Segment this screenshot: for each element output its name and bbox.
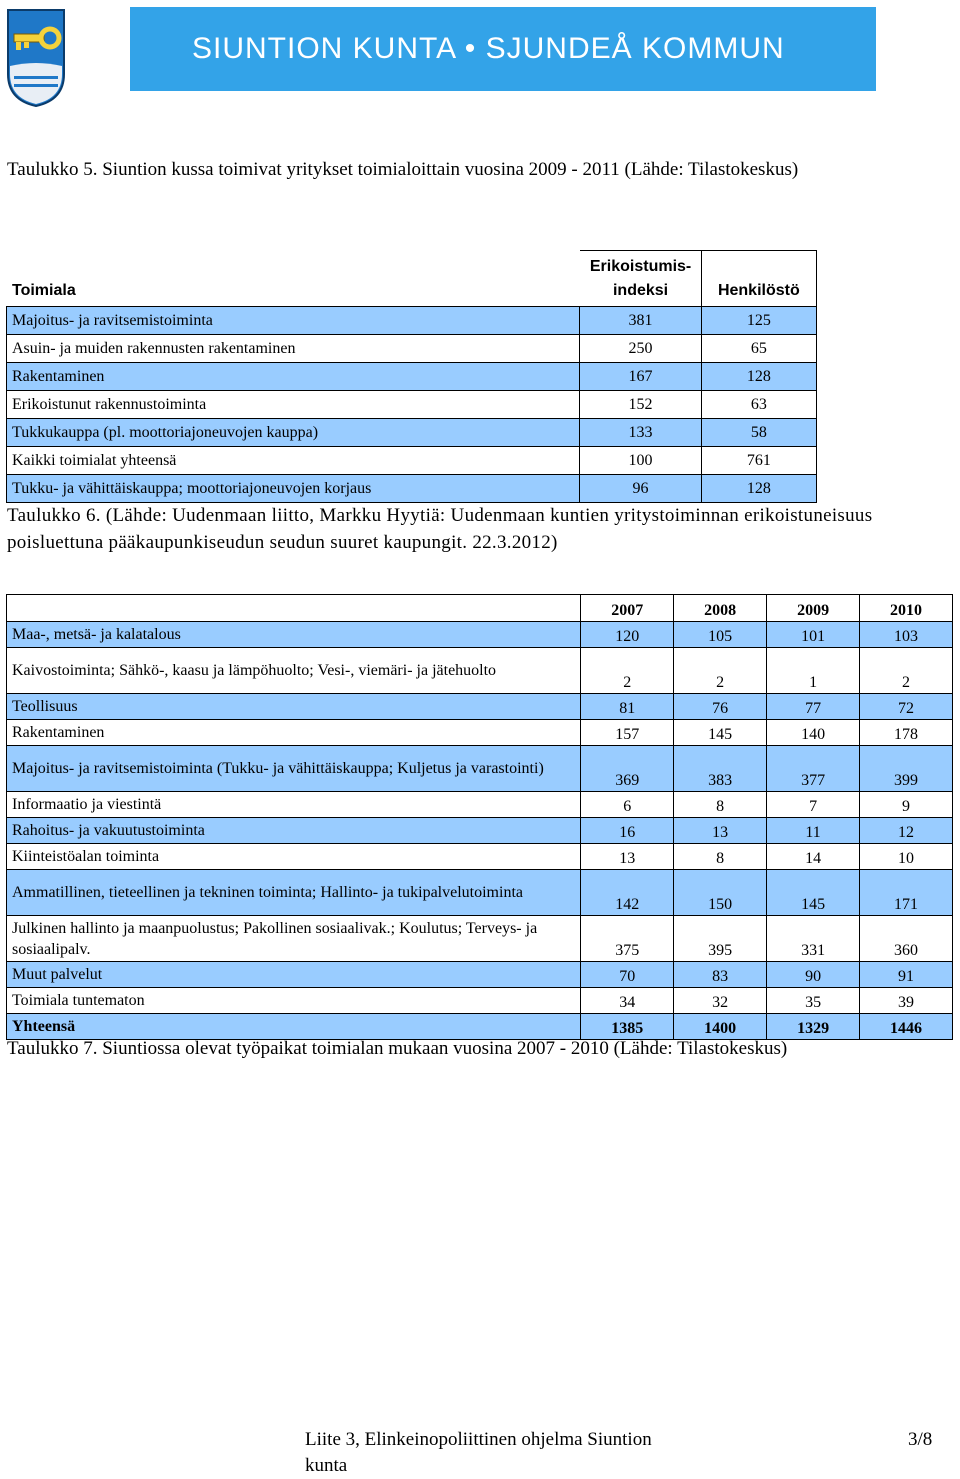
- row-value: 145: [674, 720, 767, 746]
- row-value: 375: [581, 916, 674, 962]
- table-row: [7, 694, 953, 720]
- table-row: [7, 818, 953, 844]
- row-value: 1446: [860, 1014, 953, 1040]
- row-label: Majoitus- ja ravitsemistoiminta: [7, 307, 580, 335]
- row-value: 1400: [674, 1014, 767, 1040]
- table-header-row: [7, 595, 953, 622]
- row-value: 178: [860, 720, 953, 746]
- row-label: Julkinen hallinto ja maanpuolustus; Pakollinen sosiaalivak.; Koulutus; Terveys- ja sosiaalipalv.: [7, 916, 581, 962]
- row-staff: 128: [701, 363, 816, 391]
- row-label: Informaatio ja viestintä: [7, 792, 581, 818]
- table-row: [7, 419, 817, 447]
- header-toimiala: Toimiala: [7, 251, 580, 307]
- row-index: 250: [580, 335, 701, 363]
- row-value: 11: [767, 818, 860, 844]
- row-index: 381: [580, 307, 701, 335]
- row-staff: 63: [701, 391, 816, 419]
- row-value: 13: [581, 844, 674, 870]
- table-row: [7, 844, 953, 870]
- row-label: Yhteensä: [7, 1014, 581, 1040]
- table7-caption: Taulukko 7. Siuntiossa olevat työpaikat toimialan mukaan vuosina 2007 - 2010 (Lähde: Tilastokeskus): [7, 1038, 788, 1059]
- row-label: Majoitus- ja ravitsemistoiminta (Tukku- ja vähittäiskauppa; Kuljetus ja varastointi): [7, 746, 581, 792]
- table-row: [7, 307, 817, 335]
- row-label: Asuin- ja muiden rakennusten rakentaminen: [7, 335, 580, 363]
- table-row: [7, 391, 817, 419]
- row-value: 399: [860, 746, 953, 792]
- row-value: 76: [674, 694, 767, 720]
- row-index: 96: [580, 475, 701, 503]
- row-label: Tukkukauppa (pl. moottoriajoneuvojen kauppa): [7, 419, 580, 447]
- row-staff: 128: [701, 475, 816, 503]
- row-label: Rakentaminen: [7, 363, 580, 391]
- row-value: 103: [860, 622, 953, 648]
- row-value: 13: [674, 818, 767, 844]
- row-value: 39: [860, 988, 953, 1014]
- coat-of-arms-icon: [6, 4, 66, 108]
- row-value: 157: [581, 720, 674, 746]
- table-row: [7, 916, 953, 962]
- table-row: [7, 335, 817, 363]
- table-row: [7, 988, 953, 1014]
- row-label: Toimiala tuntematon: [7, 988, 581, 1014]
- table6-caption: Taulukko 6. (Lähde: Uudenmaan liitto, Markku Hyytiä: Uudenmaan kuntien yritystoiminnan erikoistuneisuus poisluettuna pääkaupunkiseudun seudun suuret kaupungit. 22.3.2012): [7, 505, 873, 553]
- table-row: [7, 720, 953, 746]
- row-value: 331: [767, 916, 860, 962]
- row-label: Maa-, metsä- ja kalatalous: [7, 622, 581, 648]
- table-header-row: [7, 251, 817, 307]
- row-value: 34: [581, 988, 674, 1014]
- row-value: 383: [674, 746, 767, 792]
- header-empty: [7, 595, 581, 622]
- row-value: 16: [581, 818, 674, 844]
- header-year: 2007: [581, 595, 674, 622]
- row-value: 70: [581, 962, 674, 988]
- table-row: [7, 447, 817, 475]
- row-value: 142: [581, 870, 674, 916]
- header-line: Erikoistumis-: [589, 258, 692, 275]
- table-row: [7, 962, 953, 988]
- table-row: [7, 746, 953, 792]
- row-value: 35: [767, 988, 860, 1014]
- row-value: 12: [860, 818, 953, 844]
- header-line: indeksi: [612, 282, 669, 299]
- row-label: Rahoitus- ja vakuutustoiminta: [7, 818, 581, 844]
- table-row: [7, 363, 817, 391]
- table-row: [7, 792, 953, 818]
- row-value: 369: [581, 746, 674, 792]
- row-value: 90: [767, 962, 860, 988]
- row-label: Teollisuus: [7, 694, 581, 720]
- row-value: 360: [860, 916, 953, 962]
- row-value: 105: [674, 622, 767, 648]
- row-value: 72: [860, 694, 953, 720]
- header-henkilosto: Henkilöstö: [701, 251, 816, 307]
- specialization-table: [6, 250, 817, 503]
- row-staff: 761: [701, 447, 816, 475]
- banner-title: SIUNTION KUNTA • SJUNDEÅ KOMMUN: [192, 32, 785, 65]
- row-label: Rakentaminen: [7, 720, 581, 746]
- table-row: [7, 648, 953, 694]
- row-staff: 125: [701, 307, 816, 335]
- row-label: Kaikki toimialat yhteensä: [7, 447, 580, 475]
- row-value: 1329: [767, 1014, 860, 1040]
- row-index: 167: [580, 363, 701, 391]
- row-value: 91: [860, 962, 953, 988]
- header-banner: [130, 7, 876, 91]
- row-value: 1385: [581, 1014, 674, 1040]
- row-value: 14: [767, 844, 860, 870]
- row-label: Kiinteistöalan toiminta: [7, 844, 581, 870]
- row-staff: 65: [701, 335, 816, 363]
- row-label: Muut palvelut: [7, 962, 581, 988]
- row-value: 377: [767, 746, 860, 792]
- footer-title: Liite 3, Elinkeinopoliittinen ohjelma Siuntion kunta: [305, 1429, 652, 1476]
- row-label: Erikoistunut rakennustoiminta: [7, 391, 580, 419]
- row-value: 8: [674, 844, 767, 870]
- row-index: 133: [580, 419, 701, 447]
- row-index: 100: [580, 447, 701, 475]
- row-value: 77: [767, 694, 860, 720]
- row-value: 171: [860, 870, 953, 916]
- row-value: 9: [860, 792, 953, 818]
- row-value: 2: [581, 648, 674, 694]
- row-value: 145: [767, 870, 860, 916]
- header-year: 2010: [860, 595, 953, 622]
- row-value: 395: [674, 916, 767, 962]
- row-value: 140: [767, 720, 860, 746]
- row-label: Ammatillinen, tieteellinen ja tekninen toiminta; Hallinto- ja tukipalvelutoiminta: [7, 870, 581, 916]
- page-number: 3/8: [908, 1429, 933, 1450]
- row-label: Tukku- ja vähittäiskauppa; moottoriajoneuvojen korjaus: [7, 475, 580, 503]
- row-value: 83: [674, 962, 767, 988]
- row-value: 7: [767, 792, 860, 818]
- row-value: 150: [674, 870, 767, 916]
- row-value: 120: [581, 622, 674, 648]
- row-value: 81: [581, 694, 674, 720]
- table-row: [7, 870, 953, 916]
- header-erikoistumisindeksi: [580, 251, 701, 307]
- row-value: 2: [674, 648, 767, 694]
- row-staff: 58: [701, 419, 816, 447]
- row-value: 101: [767, 622, 860, 648]
- row-value: 2: [860, 648, 953, 694]
- row-label: Kaivostoiminta; Sähkö-, kaasu ja lämpöhuolto; Vesi-, viemäri- ja jätehuolto: [7, 648, 581, 694]
- row-value: 1: [767, 648, 860, 694]
- table-row: [7, 622, 953, 648]
- row-value: 8: [674, 792, 767, 818]
- jobs-by-industry-table: [6, 594, 953, 1040]
- row-value: 32: [674, 988, 767, 1014]
- row-value: 6: [581, 792, 674, 818]
- row-value: 10: [860, 844, 953, 870]
- header-year: 2008: [674, 595, 767, 622]
- header-year: 2009: [767, 595, 860, 622]
- row-index: 152: [580, 391, 701, 419]
- table-row: [7, 475, 817, 503]
- table5-caption: Taulukko 5. Siuntion kussa toimivat yritykset toimialoittain vuosina 2009 - 2011 (Lähde: Tilastokeskus): [7, 159, 799, 180]
